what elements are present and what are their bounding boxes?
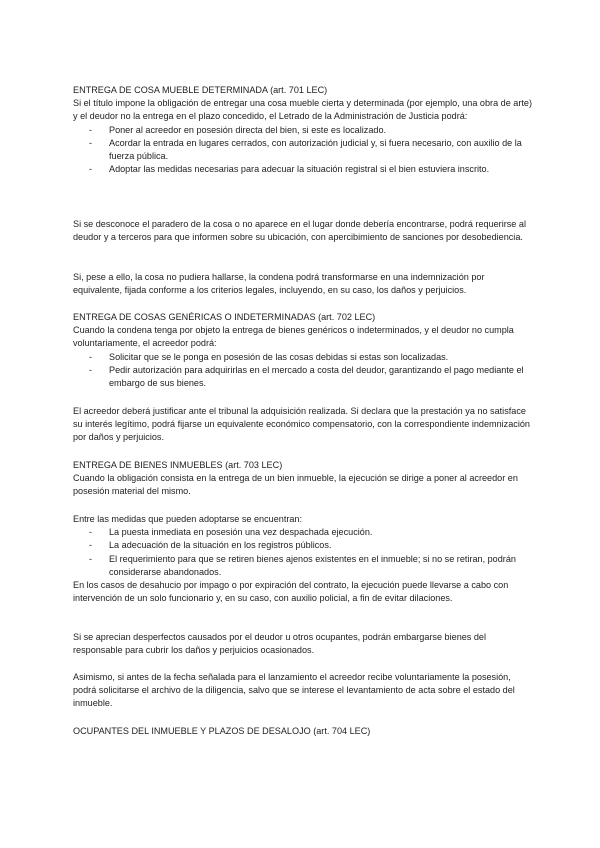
section-heading: ENTREGA DE COSA MUEBLE DETERMINADA (art. 701 LEC) xyxy=(73,85,328,95)
dash-bullet: - xyxy=(89,527,93,538)
section-intro: Si el título impone la obligación de entregar una cosa mueble cierta y determinada (por ejemplo, una obra de arte) y el deudor no la entrega en el plazo concedido, el Letrado de la Administración de Justicia podrá: xyxy=(73,98,532,122)
section-art-703 xyxy=(73,459,533,499)
section-art-701 xyxy=(73,84,533,176)
options-list xyxy=(73,351,533,391)
measures-intro: Entre las medidas que pueden adoptarse se encuentran: xyxy=(73,514,303,524)
list-item xyxy=(73,553,533,579)
list-item-text: Poner al acreedor en posesión directa del bien, si este es localizado. xyxy=(109,124,387,135)
list-item xyxy=(73,351,533,364)
list-item xyxy=(73,526,533,539)
paragraph-text: Si se aprecian desperfectos causados por el deudor u otros ocupantes, podrán embargarse bienes del responsable para cubrir los daños y perjuicios ocasionados. xyxy=(73,632,487,656)
paragraph xyxy=(73,671,533,711)
list-item-text: Adoptar las medidas necesarias para adecuar la situación registral si el bien estuviera inscrito. xyxy=(109,164,490,175)
paragraph xyxy=(73,271,533,297)
measures-block xyxy=(73,513,533,605)
section-intro: Cuando la condena tenga por objeto la entrega de bienes genéricos o indeterminados, y el deudor no cumpla voluntariamente, el acreedor podrá: xyxy=(73,325,514,349)
section-art-704 xyxy=(73,725,533,738)
list-item-text: Solicitar que se le ponga en posesión de las cosas debidas si estas son localizadas. xyxy=(109,351,449,362)
section-heading: ENTREGA DE COSAS GENÉRICAS O INDETERMINADAS (art. 702 LEC) xyxy=(73,312,376,322)
dash-bullet: - xyxy=(89,553,93,564)
dash-bullet: - xyxy=(89,124,93,135)
paragraph-text: Si se desconoce el paradero de la cosa o no aparece en el lugar donde debería encontrarse, podrá requerirse al deudor y a terceros para que informen sobre su ubicación, con apercibimiento de sanciones por desobediencia. xyxy=(73,219,526,243)
paragraph xyxy=(73,631,533,657)
paragraph-text: El acreedor deberá justificar ante el tribunal la adquisición realizada. Si declara que la prestación ya no satisface su interés legítimo, podrá fijarse un equivalente económico compensatorio, con la correspondiente indemnización por daños y perjuicios. xyxy=(73,406,530,443)
paragraph-text: Asimismo, si antes de la fecha señalada para el lanzamiento el acreedor recibe voluntariamente la posesión, podrá solicitarse el archivo de la diligencia, salvo que se interese el levantamiento de acta sobre el estado del inmueble. xyxy=(73,672,515,709)
paragraph-text: Si, pese a ello, la cosa no pudiera hallarse, la condena podrá transformarse en una indemnización por equivalente, fijada conforme a los criterios legales, incluyendo, en su caso, los daños y perjuicios. xyxy=(73,272,485,296)
list-item-text: Acordar la entrada en lugares cerrados, con autorización judicial y, si fuera necesario, con auxilio de la fuerza pública. xyxy=(109,137,522,162)
section-heading: ENTREGA DE BIENES INMUEBLES (art. 703 LEC) xyxy=(73,460,283,470)
measures-list xyxy=(73,526,533,579)
dash-bullet: - xyxy=(89,364,93,375)
list-item xyxy=(73,137,533,163)
dash-bullet: - xyxy=(89,540,93,551)
list-item xyxy=(73,124,533,137)
paragraph xyxy=(73,405,533,445)
list-item-text: Pedir autorización para adquirirlas en el mercado a costa del deudor, garantizando el pago mediante el embargo de sus bienes. xyxy=(109,364,524,389)
list-item xyxy=(73,539,533,552)
list-item-text: La puesta inmediata en posesión una vez despachada ejecución. xyxy=(109,527,373,538)
paragraph xyxy=(73,218,533,244)
paragraph-text: En los casos de desahucio por impago o por expiración del contrato, la ejecución puede llevarse a cabo con intervención de un solo funcionario y, en su caso, con auxilio policial, a fin de evitar dilaciones. xyxy=(73,580,509,604)
section-heading: OCUPANTES DEL INMUEBLE Y PLAZOS DE DESALOJO (art. 704 LEC) xyxy=(73,726,371,736)
list-item xyxy=(73,163,533,176)
dash-bullet: - xyxy=(89,164,93,175)
list-item-text: La adecuación de la situación en los registros públicos. xyxy=(109,540,332,551)
dash-bullet: - xyxy=(89,137,93,148)
section-art-702 xyxy=(73,311,533,390)
section-intro: Cuando la obligación consista en la entrega de un bien inmueble, la ejecución se dirige a poner al acreedor en posesión material del mismo. xyxy=(73,473,518,497)
measures-list xyxy=(73,124,533,177)
list-item-text: El requerimiento para que se retiren bienes ajenos existentes en el inmueble; si no se retiran, podrán considerarse abandonados. xyxy=(109,553,516,577)
list-item xyxy=(73,364,533,390)
dash-bullet: - xyxy=(89,351,93,362)
